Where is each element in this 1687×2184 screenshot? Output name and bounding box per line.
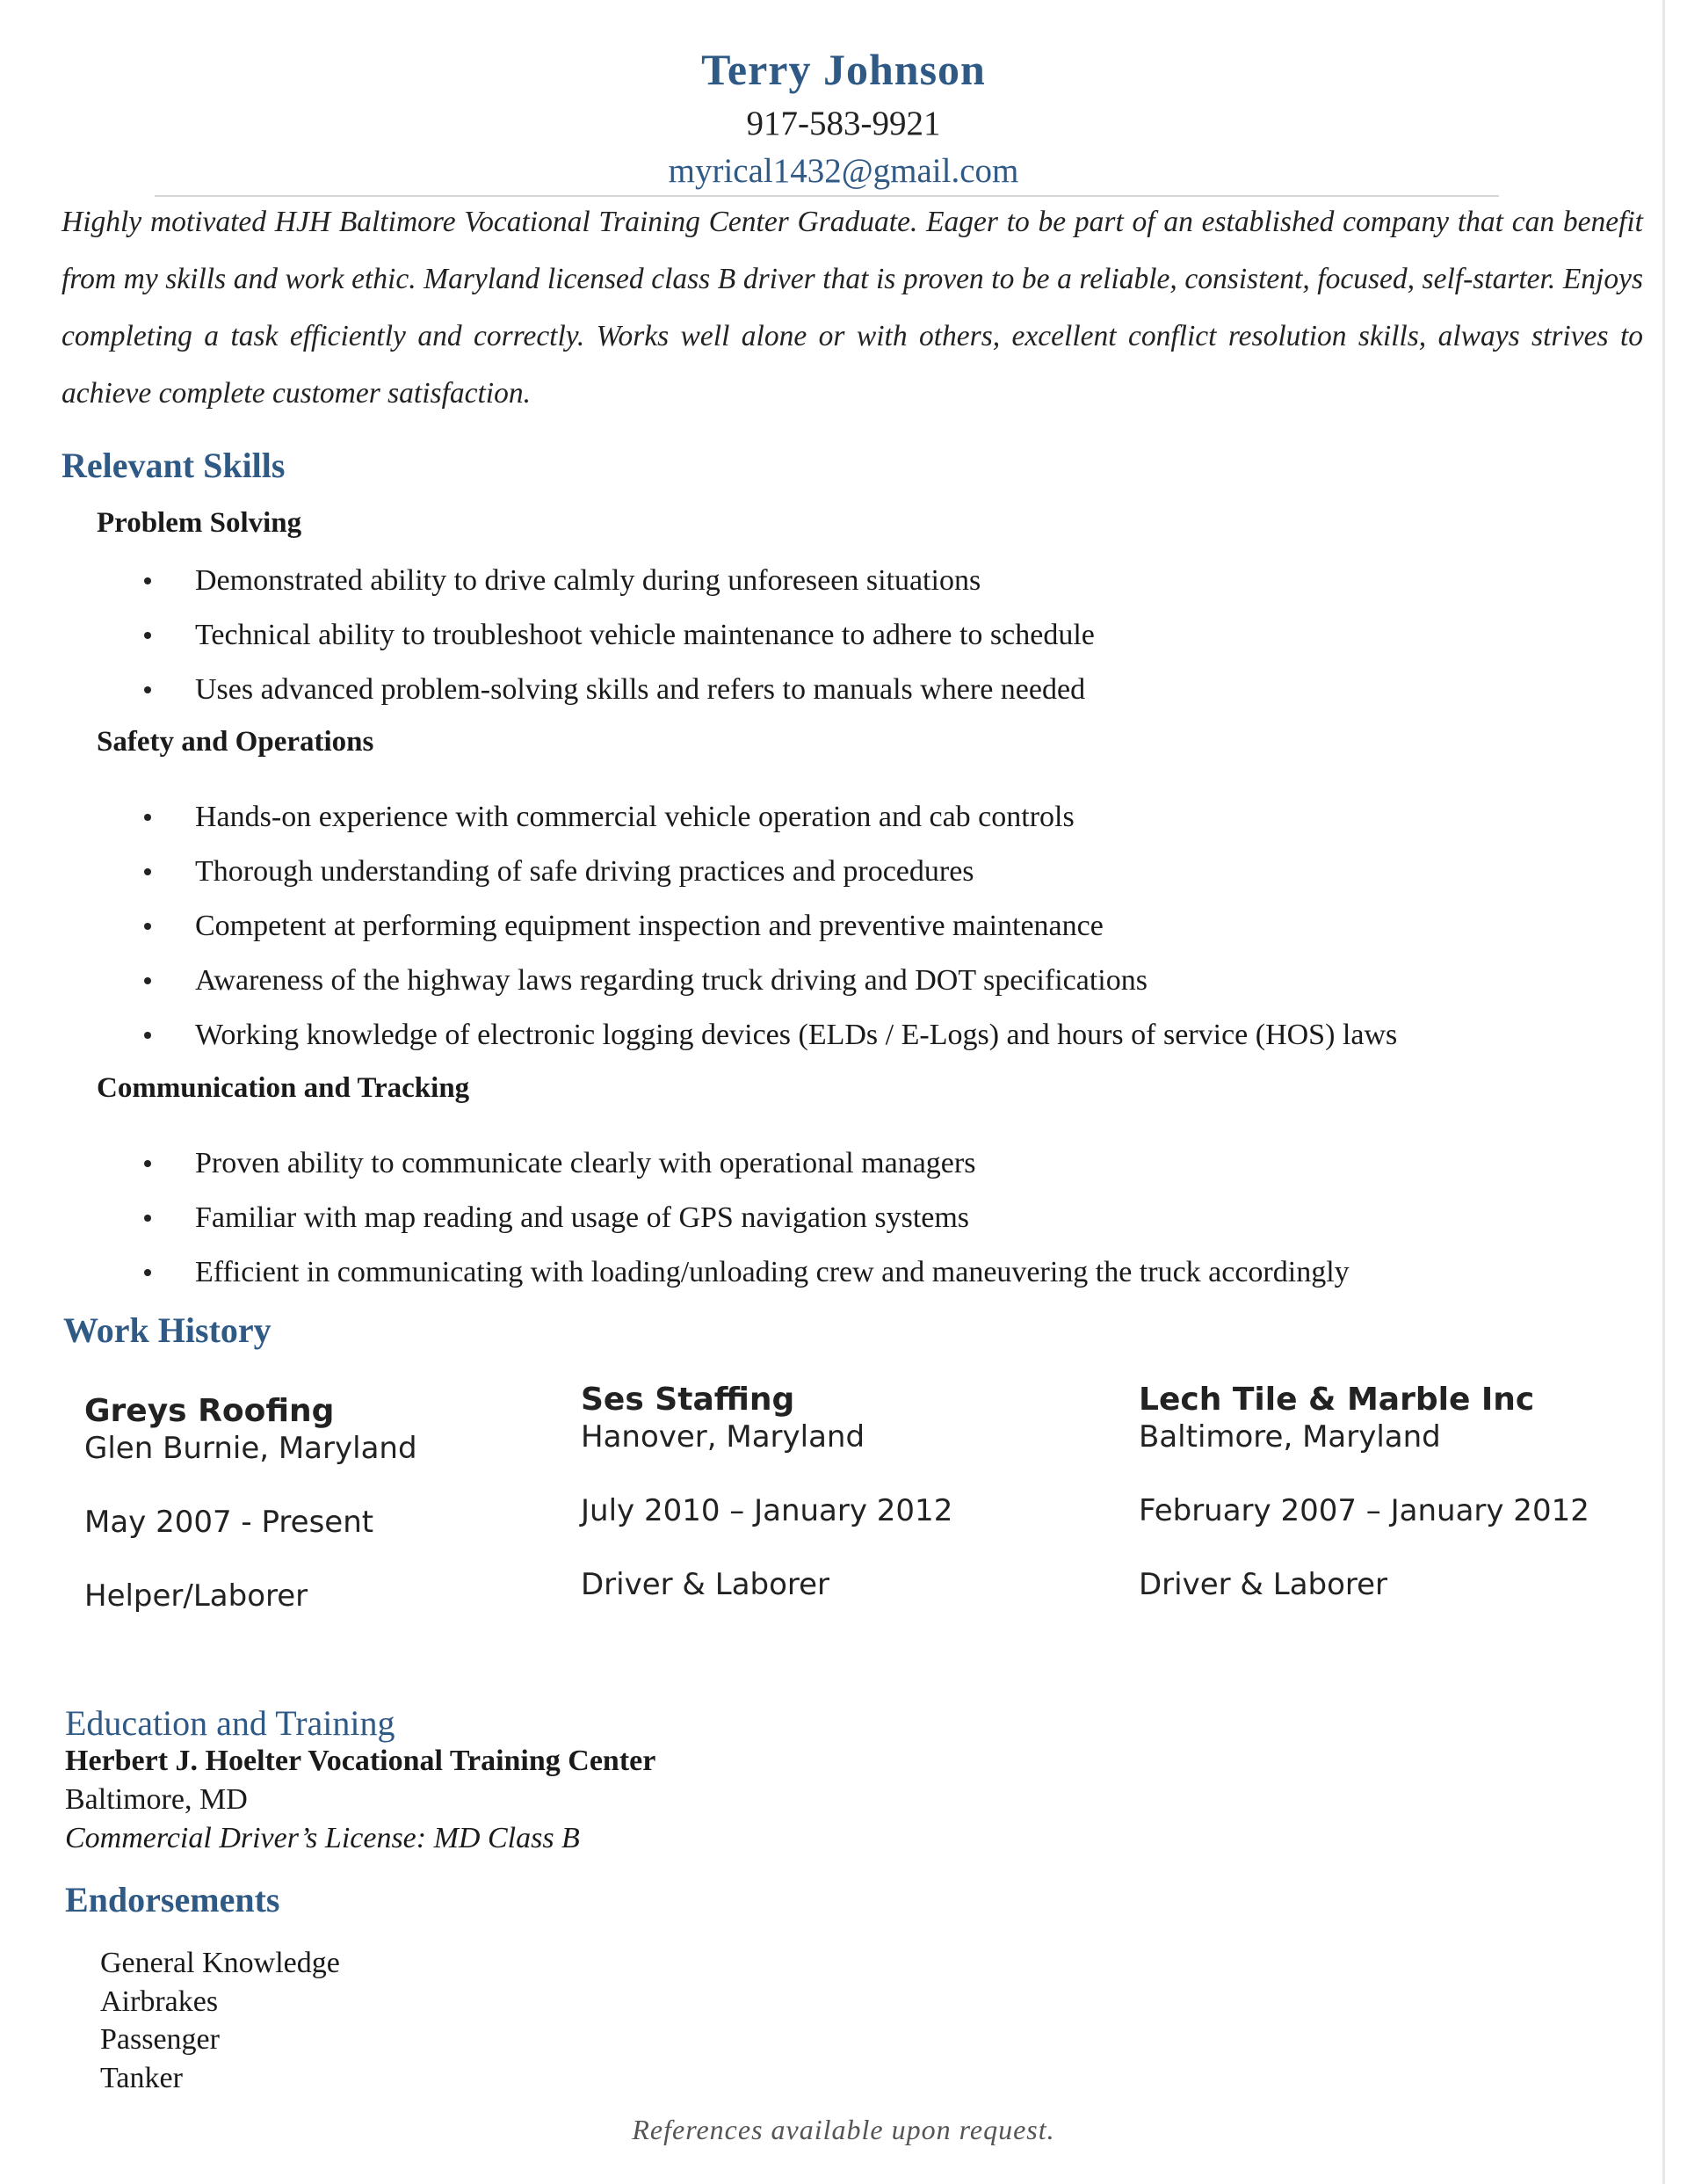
job-dates: February 2007 – January 2012 [1139,1493,1589,1528]
skill-list [97,554,1095,717]
job-location: Baltimore, Maryland [1139,1419,1441,1455]
school-name: Herbert J. Hoelter Vocational Training Center [65,1745,656,1777]
job-role: Helper/Laborer [84,1578,308,1614]
skill-group-title: Problem Solving [97,507,302,539]
candidate-name: Terry Johnson [701,45,986,94]
company-name: Lech Tile & Marble Inc [1139,1382,1535,1418]
references-note: References available upon request. [632,2114,1055,2145]
bullet-icon [144,577,151,584]
list-item: Tanker [100,2061,183,2094]
bullet-icon [144,632,151,639]
phone-number: 917-583-9921 [746,105,941,142]
job-role: Driver & Laborer [581,1567,830,1602]
company-name: Ses Staffing [581,1382,795,1418]
bullet-icon [144,1160,151,1167]
list-item: Uses advanced problem-solving skills and refers to manuals where needed [97,663,1095,717]
bullet-icon [144,686,151,693]
list-item: Working knowledge of electronic logging devices (ELDs / E-Logs) and hours of service (HOS) laws [97,1008,1397,1063]
bullet-icon [144,923,151,930]
skill-group-title: Safety and Operations [97,726,374,758]
skill-group-title: Communication and Tracking [97,1072,470,1104]
list-item: Airbrakes [100,1984,219,2018]
job-entry [1139,1382,1589,1603]
page-edge [1662,0,1665,2184]
bullet-icon [144,1032,151,1039]
bullet-icon [144,1269,151,1276]
list-item: General Knowledge [100,1947,340,1979]
list-item: Familiar with map reading and usage of GPS navigation systems [97,1191,1350,1245]
list-item: Hands-on experience with commercial vehicle operation and cab controls [97,790,1397,845]
bullet-icon [144,868,151,875]
list-item: Passenger [100,2023,220,2056]
license-info: Commercial Driver’s License: MD Class B [65,1822,580,1854]
education-entry [65,1742,655,1858]
job-entry [581,1382,952,1603]
bullet-icon [144,814,151,821]
list-item: Efficient in communicating with loading/unloading crew and maneuvering the truck accordingly [97,1245,1350,1300]
skill-list [97,1136,1350,1300]
resume-header [0,39,1687,195]
professional-summary: Highly motivated HJH Baltimore Vocational Training Center Graduate. Eager to be part of an established company that can benefit from my skills and work ethic. Maryland licensed class B driver that is proven to be a reliable, consistent, focused, self-starter. Enjoys completing a task efficiently and correctly. Works well alone or with others, excellent conflict resolution skills, always strives to achieve complete customer satisfaction. [62,206,1643,410]
list-item: Thorough understanding of safe driving practices and procedures [97,845,1397,899]
list-item: Technical ability to troubleshoot vehicle maintenance to adhere to schedule [97,608,1095,663]
school-location: Baltimore, MD [65,1783,248,1816]
skills-section-title: Relevant Skills [62,446,286,485]
endorsements-section-title: Endorsements [65,1880,280,1919]
job-role: Driver & Laborer [1139,1567,1388,1602]
email-address: myrical1432@gmail.com [668,152,1019,190]
job-dates: May 2007 - Present [84,1505,374,1540]
skill-list [97,790,1397,1063]
work-section-title: Work History [63,1310,272,1350]
list-item: Demonstrated ability to drive calmly during unforeseen situations [97,554,1095,608]
job-location: Hanover, Maryland [581,1419,865,1455]
list-item: Proven ability to communicate clearly with operational managers [97,1136,1350,1191]
bullet-icon [144,1215,151,1222]
endorsement-list [100,1944,340,2097]
list-item: Competent at performing equipment inspection and preventive maintenance [97,899,1397,954]
bullet-icon [144,977,151,984]
education-section-title: Education and Training [65,1703,395,1743]
job-entry [84,1393,417,1614]
job-location: Glen Burnie, Maryland [84,1431,417,1466]
job-dates: July 2010 – January 2012 [581,1493,953,1528]
company-name: Greys Roofing [84,1393,335,1429]
list-item: Awareness of the highway laws regarding truck driving and DOT specifications [97,954,1397,1008]
